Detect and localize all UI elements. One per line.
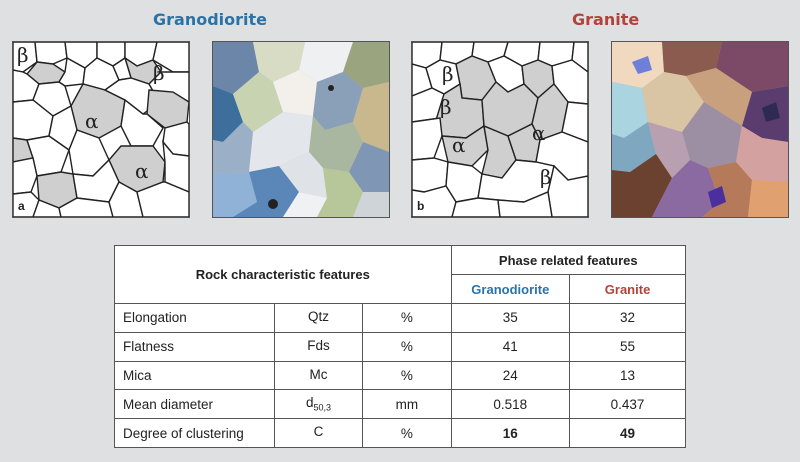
column-granodiorite: Granodiorite <box>451 275 570 304</box>
value-granodiorite: 41 <box>451 332 570 361</box>
table-row <box>115 419 686 448</box>
value-granodiorite: 16 <box>451 419 570 448</box>
value-granite: 13 <box>570 361 686 390</box>
phase-label-beta: β <box>540 165 552 189</box>
feature-symbol: C <box>274 419 363 448</box>
phase-label-alpha: α <box>452 133 466 157</box>
feature-name: Elongation <box>115 304 275 333</box>
phase-label-beta: β <box>442 62 454 86</box>
feature-name: Mica <box>115 361 275 390</box>
feature-symbol: Fds <box>274 332 363 361</box>
table-row <box>115 304 686 333</box>
micrograph-granodiorite <box>212 41 390 218</box>
phase-label-beta: β <box>153 61 165 85</box>
phase-label-alpha: α <box>532 121 546 145</box>
feature-symbol: $d_{50,3}$ <box>274 390 363 419</box>
value-granite: 32 <box>570 304 686 333</box>
micrograph-granite <box>611 41 789 218</box>
phase-label-alpha: α <box>135 159 149 183</box>
value-granite: 55 <box>570 332 686 361</box>
title-granodiorite: Granodiorite <box>153 10 268 29</box>
feature-name: Mean diameter <box>115 390 275 419</box>
grain-network-b <box>412 42 588 217</box>
panel-label-b: b <box>417 199 425 213</box>
feature-symbol: Qtz <box>274 304 363 333</box>
schematic-granodiorite <box>12 41 190 218</box>
grain-network-a <box>13 42 189 217</box>
title-granite: Granite <box>572 10 640 29</box>
feature-unit: % <box>363 361 451 390</box>
header-rock-features: Rock characteristic features <box>115 246 452 304</box>
column-granite: Granite <box>570 275 686 304</box>
feature-unit: % <box>363 332 451 361</box>
feature-unit: % <box>363 419 451 448</box>
phase-label-beta: β <box>17 43 29 67</box>
table-row <box>115 332 686 361</box>
value-granite: 0.437 <box>570 390 686 419</box>
panel-label-a: a <box>18 199 25 213</box>
feature-unit: % <box>363 304 451 333</box>
value-granodiorite: 35 <box>451 304 570 333</box>
schematic-granite <box>411 41 589 218</box>
value-granodiorite: 24 <box>451 361 570 390</box>
value-granite: 49 <box>570 419 686 448</box>
feature-name: Flatness <box>115 332 275 361</box>
table-row <box>115 390 686 419</box>
features-table <box>114 245 686 448</box>
phase-label-beta: β <box>440 95 452 119</box>
table-row <box>115 361 686 390</box>
feature-name: Degree of clustering <box>115 419 275 448</box>
feature-unit: mm <box>363 390 451 419</box>
phase-label-alpha: α <box>85 109 99 133</box>
value-granodiorite: 0.518 <box>451 390 570 419</box>
header-phase-features: Phase related features <box>451 246 685 275</box>
feature-symbol: Mc <box>274 361 363 390</box>
